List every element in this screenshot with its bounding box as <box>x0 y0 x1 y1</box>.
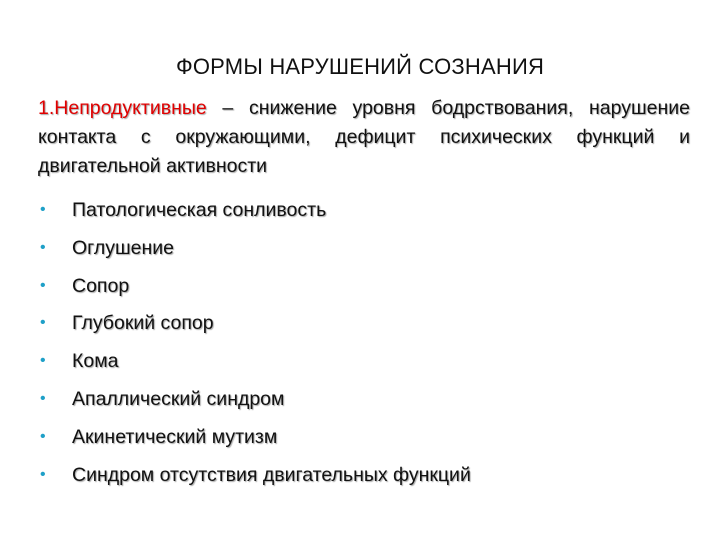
list-item-label: Кома <box>72 350 119 373</box>
list-item <box>40 233 471 271</box>
bullet-dot-icon: • <box>40 276 46 294</box>
list-item-label: Синдром отсутствия двигательных функций <box>72 463 471 486</box>
intro-paragraph <box>38 94 690 181</box>
list-item-label: Патологическая сонливость <box>72 199 327 221</box>
bullet-dot-icon: • <box>40 314 46 332</box>
list-item <box>40 346 471 384</box>
list-item-label: Акинетический мутизм <box>72 425 278 448</box>
intro-term: 1.Непродуктивные <box>38 97 207 119</box>
list-item <box>40 271 471 309</box>
intro-text: – снижение уровня бодрствования, нарушение контакта с окружающими, дефицит психических функций и двигательной активности <box>38 97 690 177</box>
list-item-label: Глубокий сопор <box>72 312 214 335</box>
bullet-dot-icon: • <box>40 427 46 445</box>
list-item <box>40 384 471 422</box>
bullet-list <box>40 195 471 497</box>
bullet-dot-icon: • <box>40 352 46 370</box>
slide-title: ФОРМЫ НАРУШЕНИЙ СОЗНАНИЯ <box>175 54 545 79</box>
list-item <box>40 308 471 346</box>
bullet-dot-icon: • <box>40 201 46 218</box>
list-item <box>40 195 471 233</box>
list-item <box>40 460 471 498</box>
bullet-dot-icon: • <box>40 389 46 407</box>
list-item <box>40 422 471 460</box>
bullet-dot-icon: • <box>40 465 46 483</box>
bullet-dot-icon: • <box>40 238 46 256</box>
list-item-label: Апаллический синдром <box>72 387 285 410</box>
list-item-label: Оглушение <box>72 236 174 259</box>
list-item-label: Сопор <box>72 274 130 297</box>
